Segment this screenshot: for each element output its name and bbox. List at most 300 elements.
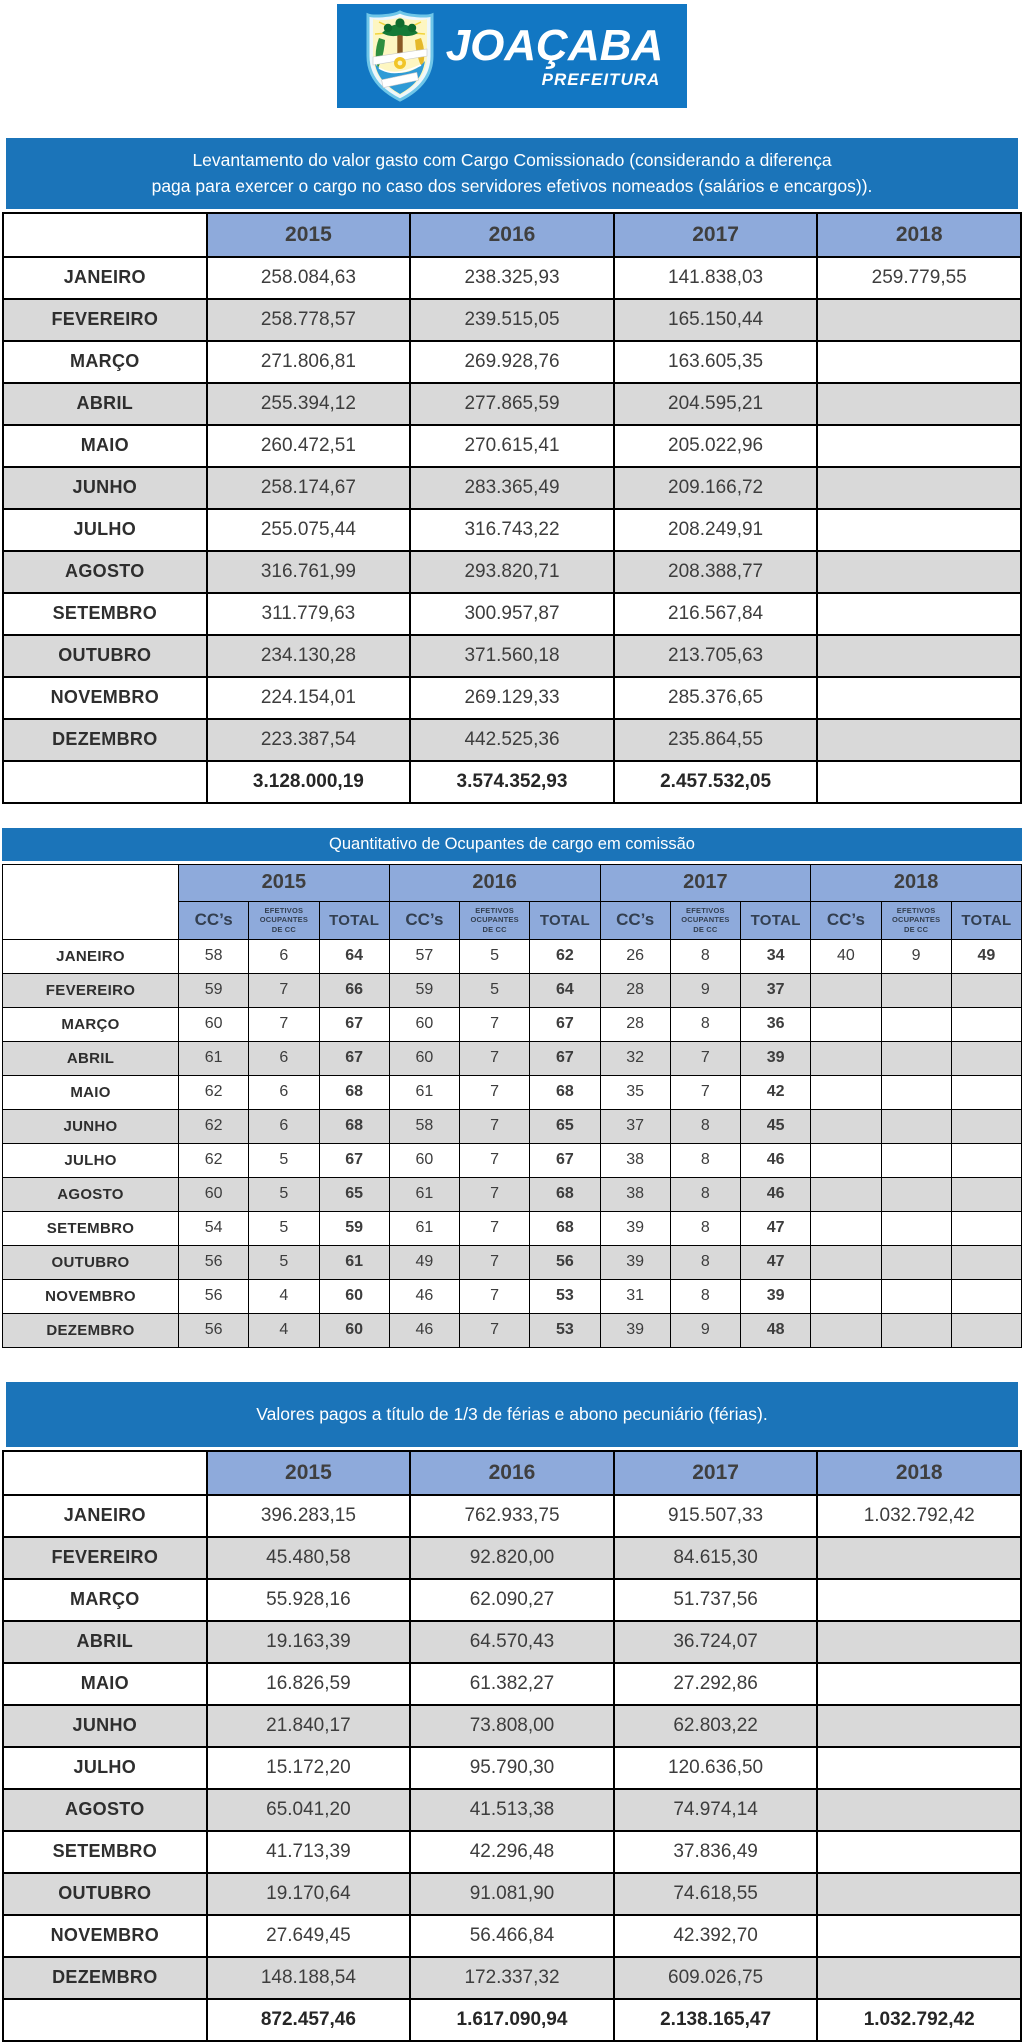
value-cell: 41.513,38 <box>410 1789 614 1831</box>
value-cell: 37.836,49 <box>614 1831 818 1873</box>
value-cell: 7 <box>460 1211 530 1245</box>
value-cell: 7 <box>249 973 319 1007</box>
value-cell: 269.928,76 <box>410 341 614 383</box>
value-cell: 61 <box>389 1211 459 1245</box>
value-cell <box>881 1109 951 1143</box>
value-cell: 8 <box>670 1177 740 1211</box>
ccs-header: CC’s <box>811 901 881 939</box>
value-cell: 26 <box>600 939 670 973</box>
year-header: 2016 <box>389 864 600 901</box>
value-cell <box>951 1177 1021 1211</box>
value-cell: 283.365,49 <box>410 467 614 509</box>
month-cell: MAIO <box>3 1663 207 1705</box>
blank-header-cell <box>3 864 179 939</box>
month-cell: FEVEREIRO <box>3 973 179 1007</box>
value-cell: 62.090,27 <box>410 1579 614 1621</box>
value-cell <box>881 1245 951 1279</box>
value-cell: 56 <box>530 1245 600 1279</box>
value-cell: 5 <box>249 1245 319 1279</box>
value-cell: 255.394,12 <box>207 383 411 425</box>
value-cell <box>817 593 1021 635</box>
value-cell <box>811 1245 881 1279</box>
total-header: TOTAL <box>319 901 389 939</box>
vacation-table <box>2 1450 1022 2042</box>
value-cell: 255.075,44 <box>207 509 411 551</box>
month-cell: ABRIL <box>3 1621 207 1663</box>
value-cell <box>817 1663 1021 1705</box>
value-cell: 213.705,63 <box>614 635 818 677</box>
value-cell: 4 <box>249 1313 319 1347</box>
value-cell: 36.724,07 <box>614 1621 818 1663</box>
value-cell: 48 <box>741 1313 811 1347</box>
value-cell: 7 <box>670 1041 740 1075</box>
table-row <box>3 1621 1021 1663</box>
value-cell: 84.615,30 <box>614 1537 818 1579</box>
value-cell: 5 <box>249 1177 319 1211</box>
efetivos-header: EFETIVOS OCUPANTES DE CC <box>460 901 530 939</box>
value-cell: 6 <box>249 1109 319 1143</box>
year-header: 2018 <box>817 213 1021 257</box>
value-cell <box>881 1075 951 1109</box>
month-cell: SETEMBRO <box>3 593 207 635</box>
value-cell: 59 <box>389 973 459 1007</box>
value-cell: 442.525,36 <box>410 719 614 761</box>
value-cell: 396.283,15 <box>207 1495 411 1537</box>
table-row <box>3 1579 1021 1621</box>
month-cell: AGOSTO <box>3 1789 207 1831</box>
spending-table-title-line1: Levantamento do valor gasto com Cargo Comissionado (considerando a diferença <box>192 150 832 170</box>
table-row <box>3 677 1021 719</box>
value-cell <box>881 1041 951 1075</box>
value-cell: 41.713,39 <box>207 1831 411 1873</box>
value-cell <box>811 1007 881 1041</box>
occupants-table <box>2 864 1022 1348</box>
value-cell: 8 <box>670 1279 740 1313</box>
value-cell <box>817 299 1021 341</box>
value-cell: 258.778,57 <box>207 299 411 341</box>
value-cell: 205.022,96 <box>614 425 818 467</box>
value-cell: 38 <box>600 1143 670 1177</box>
occupants-table-title-banner: Quantitativo de Ocupantes de cargo em comissão <box>2 828 1022 861</box>
value-cell: 42.296,48 <box>410 1831 614 1873</box>
value-cell: 56.466,84 <box>410 1915 614 1957</box>
value-cell: 5 <box>460 973 530 1007</box>
value-cell: 7 <box>460 1007 530 1041</box>
value-cell <box>817 467 1021 509</box>
value-cell: 7 <box>249 1007 319 1041</box>
value-cell: 54 <box>179 1211 249 1245</box>
value-cell <box>881 1143 951 1177</box>
logo-title: JOAÇABA <box>445 21 664 70</box>
value-cell: 7 <box>460 1075 530 1109</box>
table-row <box>3 257 1021 299</box>
month-cell: ABRIL <box>3 383 207 425</box>
value-cell <box>811 1313 881 1347</box>
value-cell: 46 <box>741 1177 811 1211</box>
table-row <box>3 383 1021 425</box>
value-cell: 53 <box>530 1313 600 1347</box>
value-cell <box>811 1279 881 1313</box>
table-row <box>3 1143 1022 1177</box>
value-cell <box>817 509 1021 551</box>
value-cell: 74.618,55 <box>614 1873 818 1915</box>
value-cell: 6 <box>249 939 319 973</box>
value-cell: 46 <box>741 1143 811 1177</box>
value-cell: 5 <box>460 939 530 973</box>
value-cell: 7 <box>460 1109 530 1143</box>
year-header: 2016 <box>410 1451 614 1495</box>
table-row <box>3 1663 1021 1705</box>
value-cell: 39 <box>741 1041 811 1075</box>
value-cell: 172.337,32 <box>410 1957 614 1999</box>
table-row <box>3 425 1021 467</box>
logo-box <box>337 4 687 108</box>
value-cell: 269.129,33 <box>410 677 614 719</box>
value-cell: 34 <box>741 939 811 973</box>
table-row <box>3 1495 1021 1537</box>
value-cell: 67 <box>319 1007 389 1041</box>
total-row <box>3 761 1021 803</box>
total-cell: 872.457,46 <box>207 1999 411 2041</box>
value-cell <box>951 1109 1021 1143</box>
value-cell: 58 <box>179 939 249 973</box>
value-cell: 762.933,75 <box>410 1495 614 1537</box>
value-cell <box>817 1873 1021 1915</box>
value-cell: 64.570,43 <box>410 1621 614 1663</box>
value-cell: 316.743,22 <box>410 509 614 551</box>
value-cell <box>817 677 1021 719</box>
value-cell: 38 <box>600 1177 670 1211</box>
month-cell: MARÇO <box>3 1579 207 1621</box>
value-cell: 4 <box>249 1279 319 1313</box>
joacaba-crest-icon <box>361 10 439 102</box>
value-cell <box>811 1143 881 1177</box>
value-cell: 45.480,58 <box>207 1537 411 1579</box>
value-cell <box>951 1007 1021 1041</box>
value-cell: 40 <box>811 939 881 973</box>
value-cell <box>817 635 1021 677</box>
month-cell: DEZEMBRO <box>3 1313 179 1347</box>
value-cell: 57 <box>389 939 459 973</box>
value-cell: 6 <box>249 1075 319 1109</box>
table-row <box>3 1789 1021 1831</box>
value-cell <box>951 1279 1021 1313</box>
value-cell: 300.957,87 <box>410 593 614 635</box>
value-cell: 371.560,18 <box>410 635 614 677</box>
value-cell: 208.388,77 <box>614 551 818 593</box>
value-cell: 67 <box>319 1041 389 1075</box>
value-cell <box>951 1211 1021 1245</box>
value-cell: 62 <box>530 939 600 973</box>
value-cell <box>881 1211 951 1245</box>
value-cell <box>811 1109 881 1143</box>
value-cell: 8 <box>670 1143 740 1177</box>
value-cell <box>817 1957 1021 1999</box>
month-cell: OUTUBRO <box>3 1873 207 1915</box>
value-cell: 27.649,45 <box>207 1915 411 1957</box>
year-header: 2015 <box>207 1451 411 1495</box>
month-cell: MAIO <box>3 425 207 467</box>
table-row <box>3 719 1021 761</box>
value-cell: 19.163,39 <box>207 1621 411 1663</box>
value-cell: 60 <box>179 1007 249 1041</box>
year-header-row <box>3 213 1021 257</box>
value-cell: 67 <box>530 1041 600 1075</box>
month-cell: DEZEMBRO <box>3 1957 207 1999</box>
value-cell: 6 <box>249 1041 319 1075</box>
value-cell: 258.174,67 <box>207 467 411 509</box>
blank-header-cell <box>3 1451 207 1495</box>
value-cell: 28 <box>600 1007 670 1041</box>
value-cell: 21.840,17 <box>207 1705 411 1747</box>
value-cell: 216.567,84 <box>614 593 818 635</box>
blank-header-cell <box>3 213 207 257</box>
year-header: 2016 <box>410 213 614 257</box>
value-cell: 223.387,54 <box>207 719 411 761</box>
value-cell: 65.041,20 <box>207 1789 411 1831</box>
month-cell: JUNHO <box>3 1705 207 1747</box>
value-cell <box>817 341 1021 383</box>
value-cell: 56 <box>179 1279 249 1313</box>
total-row <box>3 1999 1021 2041</box>
table-row <box>3 1245 1022 1279</box>
value-cell: 62 <box>179 1109 249 1143</box>
month-cell: MARÇO <box>3 341 207 383</box>
value-cell <box>951 1075 1021 1109</box>
table-row <box>3 1537 1021 1579</box>
value-cell: 209.166,72 <box>614 467 818 509</box>
value-cell: 277.865,59 <box>410 383 614 425</box>
month-cell: NOVEMBRO <box>3 1915 207 1957</box>
value-cell: 7 <box>460 1279 530 1313</box>
value-cell <box>881 1007 951 1041</box>
value-cell: 39 <box>600 1313 670 1347</box>
efetivos-header: EFETIVOS OCUPANTES DE CC <box>670 901 740 939</box>
table-row <box>3 973 1022 1007</box>
year-header-row <box>3 1451 1021 1495</box>
value-cell: 165.150,44 <box>614 299 818 341</box>
value-cell: 60 <box>319 1279 389 1313</box>
value-cell <box>817 1789 1021 1831</box>
value-cell: 60 <box>389 1041 459 1075</box>
table-row <box>3 1211 1022 1245</box>
table-row <box>3 509 1021 551</box>
value-cell: 66 <box>319 973 389 1007</box>
value-cell <box>951 1313 1021 1347</box>
vacation-table-title-banner: Valores pagos a título de 1/3 de férias e abono pecuniário (férias). <box>6 1382 1018 1447</box>
total-cell: 2.138.165,47 <box>614 1999 818 2041</box>
month-cell: FEVEREIRO <box>3 299 207 341</box>
value-cell: 7 <box>460 1177 530 1211</box>
month-cell: AGOSTO <box>3 1177 179 1211</box>
table-row <box>3 939 1022 973</box>
value-cell <box>951 1143 1021 1177</box>
value-cell: 56 <box>179 1245 249 1279</box>
value-cell: 61 <box>389 1177 459 1211</box>
month-cell: JANEIRO <box>3 939 179 973</box>
value-cell: 53 <box>530 1279 600 1313</box>
logo-banner <box>0 0 1024 108</box>
value-cell: 42.392,70 <box>614 1915 818 1957</box>
value-cell: 5 <box>249 1211 319 1245</box>
value-cell <box>951 1245 1021 1279</box>
value-cell: 19.170,64 <box>207 1873 411 1915</box>
value-cell: 15.172,20 <box>207 1747 411 1789</box>
month-cell: MAIO <box>3 1075 179 1109</box>
value-cell: 9 <box>670 973 740 1007</box>
value-cell: 9 <box>881 939 951 973</box>
table-row <box>3 1279 1022 1313</box>
value-cell <box>951 1041 1021 1075</box>
value-cell: 204.595,21 <box>614 383 818 425</box>
value-cell: 8 <box>670 1211 740 1245</box>
month-cell: JANEIRO <box>3 1495 207 1537</box>
value-cell <box>951 973 1021 1007</box>
value-cell: 39 <box>741 1279 811 1313</box>
total-cell: 2.457.532,05 <box>614 761 818 803</box>
value-cell: 60 <box>389 1143 459 1177</box>
value-cell: 141.838,03 <box>614 257 818 299</box>
table-row <box>3 1075 1022 1109</box>
table-row <box>3 341 1021 383</box>
value-cell: 238.325,93 <box>410 257 614 299</box>
value-cell: 31 <box>600 1279 670 1313</box>
total-header: TOTAL <box>741 901 811 939</box>
value-cell <box>817 425 1021 467</box>
value-cell: 61 <box>179 1041 249 1075</box>
table-row <box>3 1957 1021 1999</box>
value-cell: 68 <box>319 1075 389 1109</box>
value-cell: 46 <box>389 1313 459 1347</box>
value-cell: 37 <box>600 1109 670 1143</box>
value-cell: 16.826,59 <box>207 1663 411 1705</box>
value-cell: 59 <box>319 1211 389 1245</box>
value-cell: 62.803,22 <box>614 1705 818 1747</box>
month-cell: JULHO <box>3 1747 207 1789</box>
value-cell: 47 <box>741 1245 811 1279</box>
value-cell <box>817 1747 1021 1789</box>
total-header: TOTAL <box>530 901 600 939</box>
value-cell: 67 <box>530 1007 600 1041</box>
value-cell: 60 <box>389 1007 459 1041</box>
value-cell: 35 <box>600 1075 670 1109</box>
value-cell <box>881 1279 951 1313</box>
month-cell: AGOSTO <box>3 551 207 593</box>
month-cell: OUTUBRO <box>3 635 207 677</box>
value-cell: 74.974,14 <box>614 1789 818 1831</box>
value-cell: 39 <box>600 1245 670 1279</box>
value-cell: 61.382,27 <box>410 1663 614 1705</box>
month-cell: DEZEMBRO <box>3 719 207 761</box>
month-cell: JULHO <box>3 509 207 551</box>
efetivos-header: EFETIVOS OCUPANTES DE CC <box>881 901 951 939</box>
table-row <box>3 1831 1021 1873</box>
month-cell: NOVEMBRO <box>3 677 207 719</box>
table-row <box>3 1873 1021 1915</box>
year-header: 2015 <box>207 213 411 257</box>
value-cell: 32 <box>600 1041 670 1075</box>
value-cell: 37 <box>741 973 811 1007</box>
value-cell: 46 <box>389 1279 459 1313</box>
value-cell: 62 <box>179 1143 249 1177</box>
year-header: 2017 <box>600 864 811 901</box>
table-row <box>3 1041 1022 1075</box>
value-cell: 47 <box>741 1211 811 1245</box>
value-cell: 56 <box>179 1313 249 1347</box>
value-cell: 62 <box>179 1075 249 1109</box>
value-cell: 60 <box>179 1177 249 1211</box>
value-cell: 235.864,55 <box>614 719 818 761</box>
value-cell: 311.779,63 <box>207 593 411 635</box>
value-cell: 60 <box>319 1313 389 1347</box>
month-cell: NOVEMBRO <box>3 1279 179 1313</box>
month-cell: JUNHO <box>3 1109 179 1143</box>
month-cell: ABRIL <box>3 1041 179 1075</box>
month-cell: JULHO <box>3 1143 179 1177</box>
logo-subtitle: PREFEITURA <box>541 70 661 89</box>
value-cell: 49 <box>389 1245 459 1279</box>
value-cell: 68 <box>530 1177 600 1211</box>
value-cell <box>817 551 1021 593</box>
value-cell: 258.084,63 <box>207 257 411 299</box>
value-cell: 28 <box>600 973 670 1007</box>
value-cell: 95.790,30 <box>410 1747 614 1789</box>
table-row <box>3 593 1021 635</box>
value-cell: 61 <box>319 1245 389 1279</box>
logo-text <box>445 21 664 89</box>
value-cell: 7 <box>460 1245 530 1279</box>
value-cell: 42 <box>741 1075 811 1109</box>
value-cell <box>811 1177 881 1211</box>
ccs-header: CC’s <box>389 901 459 939</box>
value-cell: 1.032.792,42 <box>817 1495 1021 1537</box>
value-cell: 148.188,54 <box>207 1957 411 1999</box>
value-cell: 73.808,00 <box>410 1705 614 1747</box>
month-cell: OUTUBRO <box>3 1245 179 1279</box>
value-cell: 92.820,00 <box>410 1537 614 1579</box>
value-cell: 609.026,75 <box>614 1957 818 1999</box>
ccs-header: CC’s <box>179 901 249 939</box>
value-cell: 8 <box>670 1007 740 1041</box>
value-cell: 36 <box>741 1007 811 1041</box>
value-cell: 59 <box>179 973 249 1007</box>
value-cell: 45 <box>741 1109 811 1143</box>
value-cell: 915.507,33 <box>614 1495 818 1537</box>
value-cell <box>811 973 881 1007</box>
value-cell: 8 <box>670 1109 740 1143</box>
total-blank-cell <box>3 1999 207 2041</box>
value-cell: 68 <box>530 1211 600 1245</box>
value-cell: 7 <box>460 1313 530 1347</box>
value-cell: 64 <box>319 939 389 973</box>
value-cell: 49 <box>951 939 1021 973</box>
value-cell: 9 <box>670 1313 740 1347</box>
value-cell: 55.928,16 <box>207 1579 411 1621</box>
value-cell: 163.605,35 <box>614 341 818 383</box>
value-cell: 260.472,51 <box>207 425 411 467</box>
total-cell: 1.617.090,94 <box>410 1999 614 2041</box>
value-cell: 7 <box>460 1143 530 1177</box>
month-cell: SETEMBRO <box>3 1831 207 1873</box>
total-cell: 3.128.000,19 <box>207 761 411 803</box>
month-cell: SETEMBRO <box>3 1211 179 1245</box>
value-cell: 39 <box>600 1211 670 1245</box>
value-cell <box>817 1831 1021 1873</box>
year-header: 2017 <box>614 1451 818 1495</box>
table-row <box>3 1915 1021 1957</box>
value-cell <box>881 1177 951 1211</box>
value-cell: 67 <box>319 1143 389 1177</box>
